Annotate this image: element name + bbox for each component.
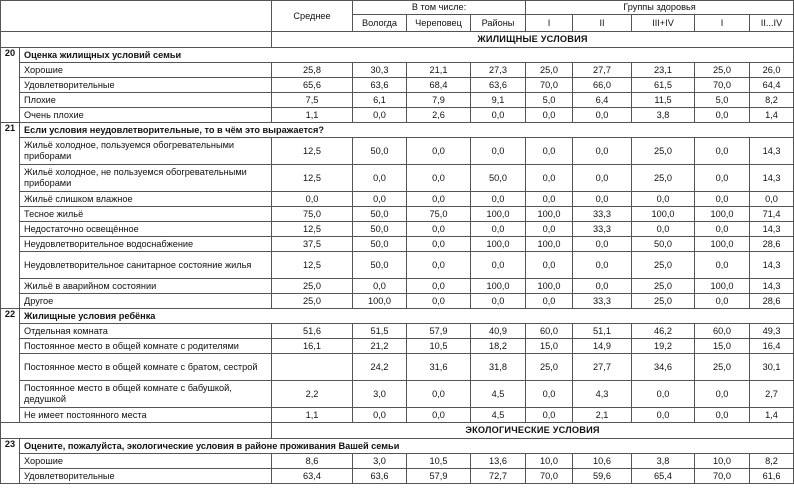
- value-cell: 0,0: [526, 138, 573, 165]
- value-cell: 2,1: [573, 408, 632, 423]
- value-cell: 0,0: [407, 408, 471, 423]
- value-cell: 0,0: [695, 222, 750, 237]
- header-group-ii: II: [573, 15, 632, 32]
- value-cell: 0,0: [632, 381, 695, 408]
- value-cell: 0,0: [573, 279, 632, 294]
- header-average: Среднее: [272, 1, 353, 32]
- value-cell: 0,0: [695, 108, 750, 123]
- value-cell: 12,5: [272, 138, 353, 165]
- row-label: Жильё в аварийном состоянии: [20, 279, 272, 294]
- table-row: [1, 381, 794, 408]
- value-cell: 5,0: [526, 93, 573, 108]
- value-cell: 60,0: [695, 324, 750, 339]
- table-row: [1, 78, 794, 93]
- question-title: Жилищные условия ребёнка: [20, 309, 794, 324]
- value-cell: 31,6: [407, 354, 471, 381]
- value-cell: 66,0: [573, 78, 632, 93]
- value-cell: 10,0: [695, 454, 750, 469]
- row-label: Отдельная комната: [20, 324, 272, 339]
- value-cell: 27,3: [471, 63, 526, 78]
- value-cell: 33,3: [573, 207, 632, 222]
- section-title: ЖИЛИЩНЫЕ УСЛОВИЯ: [272, 32, 794, 48]
- table-row: [1, 279, 794, 294]
- table-row: [1, 138, 794, 165]
- value-cell: 59,6: [573, 469, 632, 484]
- value-cell: 16,4: [750, 339, 794, 354]
- value-cell: 0,0: [407, 237, 471, 252]
- value-cell: 63,6: [353, 469, 407, 484]
- value-cell: 0,0: [526, 252, 573, 279]
- row-label: Жильё слишком влажное: [20, 192, 272, 207]
- value-cell: 19,2: [632, 339, 695, 354]
- value-cell: 50,0: [353, 222, 407, 237]
- value-cell: 40,9: [471, 324, 526, 339]
- value-cell: [272, 354, 353, 381]
- value-cell: 63,4: [272, 469, 353, 484]
- value-cell: 0,0: [407, 192, 471, 207]
- value-cell: 63,6: [471, 78, 526, 93]
- value-cell: 14,3: [750, 165, 794, 192]
- value-cell: 100,0: [695, 279, 750, 294]
- question-number: 21: [1, 123, 20, 309]
- row-label: Удовлетворительные: [20, 469, 272, 484]
- value-cell: 0,0: [471, 252, 526, 279]
- value-cell: 15,0: [526, 339, 573, 354]
- value-cell: 70,0: [695, 469, 750, 484]
- value-cell: 0,0: [573, 237, 632, 252]
- value-cell: 37,5: [272, 237, 353, 252]
- value-cell: 70,0: [695, 78, 750, 93]
- row-label: Неудовлетворительное водоснабжение: [20, 237, 272, 252]
- table-row: [1, 339, 794, 354]
- row-label: Неудовлетворительное санитарное состояние жилья: [20, 252, 272, 279]
- row-label: Жильё холодное, пользуемся обогревательными приборами: [20, 138, 272, 165]
- row-label: Недостаточно освещённое: [20, 222, 272, 237]
- value-cell: 65,6: [272, 78, 353, 93]
- question-title: Если условия неудовлетворительные, то в чём это выражается?: [20, 123, 794, 138]
- value-cell: 33,3: [573, 222, 632, 237]
- value-cell: 49,3: [750, 324, 794, 339]
- value-cell: 0,0: [471, 108, 526, 123]
- value-cell: 50,0: [353, 138, 407, 165]
- section-blank: [1, 32, 272, 48]
- value-cell: 8,2: [750, 454, 794, 469]
- value-cell: 0,0: [632, 192, 695, 207]
- value-cell: 27,7: [573, 354, 632, 381]
- value-cell: 0,0: [407, 294, 471, 309]
- value-cell: 14,3: [750, 138, 794, 165]
- value-cell: 0,0: [695, 408, 750, 423]
- question-row: [1, 48, 794, 63]
- value-cell: 5,0: [695, 93, 750, 108]
- value-cell: 4,5: [471, 408, 526, 423]
- value-cell: 0,0: [526, 108, 573, 123]
- value-cell: 0,0: [471, 138, 526, 165]
- value-cell: 7,9: [407, 93, 471, 108]
- value-cell: 2,6: [407, 108, 471, 123]
- value-cell: 0,0: [272, 192, 353, 207]
- value-cell: 0,0: [573, 192, 632, 207]
- value-cell: 12,5: [272, 165, 353, 192]
- value-cell: 25,0: [526, 63, 573, 78]
- section-blank: [1, 423, 272, 439]
- header-blank: [1, 1, 272, 32]
- value-cell: 71,4: [750, 207, 794, 222]
- value-cell: 2,7: [750, 381, 794, 408]
- value-cell: 23,1: [632, 63, 695, 78]
- value-cell: 1,1: [272, 408, 353, 423]
- value-cell: 14,3: [750, 222, 794, 237]
- value-cell: 28,6: [750, 237, 794, 252]
- value-cell: 10,0: [526, 454, 573, 469]
- question-row: [1, 439, 794, 454]
- value-cell: 75,0: [407, 207, 471, 222]
- value-cell: 50,0: [353, 252, 407, 279]
- value-cell: 25,0: [272, 294, 353, 309]
- value-cell: 0,0: [695, 381, 750, 408]
- value-cell: 14,9: [573, 339, 632, 354]
- value-cell: 0,0: [526, 165, 573, 192]
- value-cell: 1,1: [272, 108, 353, 123]
- value-cell: 75,0: [272, 207, 353, 222]
- value-cell: 25,8: [272, 63, 353, 78]
- value-cell: 100,0: [526, 207, 573, 222]
- question-number: 22: [1, 309, 20, 423]
- value-cell: 50,0: [353, 207, 407, 222]
- value-cell: 26,0: [750, 63, 794, 78]
- table-row: [1, 222, 794, 237]
- value-cell: 100,0: [695, 207, 750, 222]
- value-cell: 0,0: [695, 252, 750, 279]
- value-cell: 28,6: [750, 294, 794, 309]
- value-cell: 0,0: [632, 222, 695, 237]
- row-label: Тесное жильё: [20, 207, 272, 222]
- value-cell: 65,4: [632, 469, 695, 484]
- table-row: [1, 108, 794, 123]
- header-group-ii-iv: II...IV: [750, 15, 794, 32]
- question-title: Оцените, пожалуйста, экологические условия в районе проживания Вашей семьи: [20, 439, 794, 454]
- header-group-iii-iv: III+IV: [632, 15, 695, 32]
- value-cell: 6,1: [353, 93, 407, 108]
- value-cell: 0,0: [353, 279, 407, 294]
- value-cell: 0,0: [407, 222, 471, 237]
- value-cell: 8,2: [750, 93, 794, 108]
- table-row: [1, 354, 794, 381]
- value-cell: 30,1: [750, 354, 794, 381]
- value-cell: 25,0: [695, 354, 750, 381]
- value-cell: 13,6: [471, 454, 526, 469]
- table-row: [1, 63, 794, 78]
- row-label: Плохие: [20, 93, 272, 108]
- value-cell: 0,0: [695, 294, 750, 309]
- value-cell: 72,7: [471, 469, 526, 484]
- value-cell: 3,0: [353, 454, 407, 469]
- table-row: [1, 294, 794, 309]
- row-label: Жильё холодное, не пользуемся обогревательными приборами: [20, 165, 272, 192]
- row-label: Очень плохие: [20, 108, 272, 123]
- value-cell: 18,2: [471, 339, 526, 354]
- value-cell: 0,0: [353, 192, 407, 207]
- question-number: 23: [1, 439, 20, 484]
- value-cell: 0,0: [407, 381, 471, 408]
- value-cell: 21,1: [407, 63, 471, 78]
- value-cell: 57,9: [407, 469, 471, 484]
- section-title: ЭКОЛОГИЧЕСКИЕ УСЛОВИЯ: [272, 423, 794, 439]
- table-row: [1, 324, 794, 339]
- value-cell: 0,0: [750, 192, 794, 207]
- value-cell: 15,0: [695, 339, 750, 354]
- value-cell: 0,0: [573, 108, 632, 123]
- row-label: Хорошие: [20, 63, 272, 78]
- value-cell: 3,0: [353, 381, 407, 408]
- value-cell: 25,0: [632, 279, 695, 294]
- value-cell: 0,0: [526, 408, 573, 423]
- value-cell: 16,1: [272, 339, 353, 354]
- table-row: [1, 192, 794, 207]
- value-cell: 25,0: [272, 279, 353, 294]
- value-cell: 10,5: [407, 339, 471, 354]
- value-cell: 25,0: [695, 63, 750, 78]
- table-row: [1, 454, 794, 469]
- value-cell: 0,0: [407, 252, 471, 279]
- table-row: [1, 469, 794, 484]
- table-row: [1, 237, 794, 252]
- value-cell: 61,6: [750, 469, 794, 484]
- value-cell: 0,0: [526, 192, 573, 207]
- table-row: [1, 165, 794, 192]
- value-cell: 9,1: [471, 93, 526, 108]
- value-cell: 3,8: [632, 108, 695, 123]
- value-cell: 100,0: [526, 279, 573, 294]
- value-cell: 50,0: [632, 237, 695, 252]
- value-cell: 0,0: [526, 381, 573, 408]
- value-cell: 0,0: [526, 222, 573, 237]
- value-cell: 51,1: [573, 324, 632, 339]
- value-cell: 6,4: [573, 93, 632, 108]
- value-cell: 1,4: [750, 408, 794, 423]
- value-cell: 70,0: [526, 469, 573, 484]
- value-cell: 100,0: [353, 294, 407, 309]
- value-cell: 14,3: [750, 252, 794, 279]
- value-cell: 30,3: [353, 63, 407, 78]
- value-cell: 4,3: [573, 381, 632, 408]
- value-cell: 51,6: [272, 324, 353, 339]
- value-cell: 33,3: [573, 294, 632, 309]
- value-cell: 51,5: [353, 324, 407, 339]
- header-vologda: Вологда: [353, 15, 407, 32]
- value-cell: 31,8: [471, 354, 526, 381]
- value-cell: 12,5: [272, 222, 353, 237]
- table-row: [1, 252, 794, 279]
- value-cell: 25,0: [632, 294, 695, 309]
- value-cell: 0,0: [471, 294, 526, 309]
- value-cell: 100,0: [526, 237, 573, 252]
- value-cell: 25,0: [526, 354, 573, 381]
- value-cell: 50,0: [353, 237, 407, 252]
- value-cell: 0,0: [573, 138, 632, 165]
- row-label: Другое: [20, 294, 272, 309]
- row-label: Постоянное место в общей комнате с братом, сестрой: [20, 354, 272, 381]
- question-number: 20: [1, 48, 20, 123]
- question-row: [1, 123, 794, 138]
- value-cell: 100,0: [471, 279, 526, 294]
- value-cell: 12,5: [272, 252, 353, 279]
- row-label: Удовлетворительные: [20, 78, 272, 93]
- value-cell: 10,5: [407, 454, 471, 469]
- section-header-row: [1, 423, 794, 439]
- value-cell: 0,0: [407, 279, 471, 294]
- header-cherepovets: Череповец: [407, 15, 471, 32]
- row-label: Хорошие: [20, 454, 272, 469]
- value-cell: 0,0: [353, 165, 407, 192]
- value-cell: 68,4: [407, 78, 471, 93]
- value-cell: 0,0: [695, 165, 750, 192]
- header-including: В том числе:: [353, 1, 526, 15]
- value-cell: 0,0: [695, 192, 750, 207]
- value-cell: 70,0: [526, 78, 573, 93]
- value-cell: 63,6: [353, 78, 407, 93]
- value-cell: 0,0: [573, 252, 632, 279]
- value-cell: 10,6: [573, 454, 632, 469]
- value-cell: 100,0: [471, 207, 526, 222]
- value-cell: 11,5: [632, 93, 695, 108]
- value-cell: 7,5: [272, 93, 353, 108]
- value-cell: 25,0: [632, 138, 695, 165]
- value-cell: 0,0: [471, 192, 526, 207]
- value-cell: 0,0: [526, 294, 573, 309]
- value-cell: 0,0: [695, 138, 750, 165]
- value-cell: 27,7: [573, 63, 632, 78]
- value-cell: 0,0: [353, 108, 407, 123]
- value-cell: 8,6: [272, 454, 353, 469]
- value-cell: 4,5: [471, 381, 526, 408]
- value-cell: 21,2: [353, 339, 407, 354]
- value-cell: 3,8: [632, 454, 695, 469]
- value-cell: 0,0: [632, 408, 695, 423]
- header-group-i: I: [526, 15, 573, 32]
- value-cell: 46,2: [632, 324, 695, 339]
- row-label: Не имеет постоянного места: [20, 408, 272, 423]
- value-cell: 0,0: [471, 222, 526, 237]
- value-cell: 25,0: [632, 252, 695, 279]
- value-cell: 0,0: [573, 165, 632, 192]
- row-label: Постоянное место в общей комнате с родителями: [20, 339, 272, 354]
- header-districts: Районы: [471, 15, 526, 32]
- table-row: [1, 408, 794, 423]
- question-title: Оценка жилищных условий семьи: [20, 48, 794, 63]
- value-cell: 61,5: [632, 78, 695, 93]
- row-label: Постоянное место в общей комнате с бабушкой, дедушкой: [20, 381, 272, 408]
- value-cell: 50,0: [471, 165, 526, 192]
- value-cell: 14,3: [750, 279, 794, 294]
- value-cell: 24,2: [353, 354, 407, 381]
- value-cell: 100,0: [695, 237, 750, 252]
- value-cell: 100,0: [632, 207, 695, 222]
- value-cell: 0,0: [353, 408, 407, 423]
- header-group-i-alt: I: [695, 15, 750, 32]
- section-header-row: [1, 32, 794, 48]
- question-row: [1, 309, 794, 324]
- table-row: [1, 207, 794, 222]
- value-cell: 100,0: [471, 237, 526, 252]
- value-cell: 57,9: [407, 324, 471, 339]
- value-cell: 25,0: [632, 165, 695, 192]
- value-cell: 34,6: [632, 354, 695, 381]
- value-cell: 64,4: [750, 78, 794, 93]
- table-row: [1, 93, 794, 108]
- header-health-groups: Группы здоровья: [526, 1, 794, 15]
- value-cell: 60,0: [526, 324, 573, 339]
- value-cell: 1,4: [750, 108, 794, 123]
- value-cell: 0,0: [407, 165, 471, 192]
- value-cell: 2,2: [272, 381, 353, 408]
- value-cell: 0,0: [407, 138, 471, 165]
